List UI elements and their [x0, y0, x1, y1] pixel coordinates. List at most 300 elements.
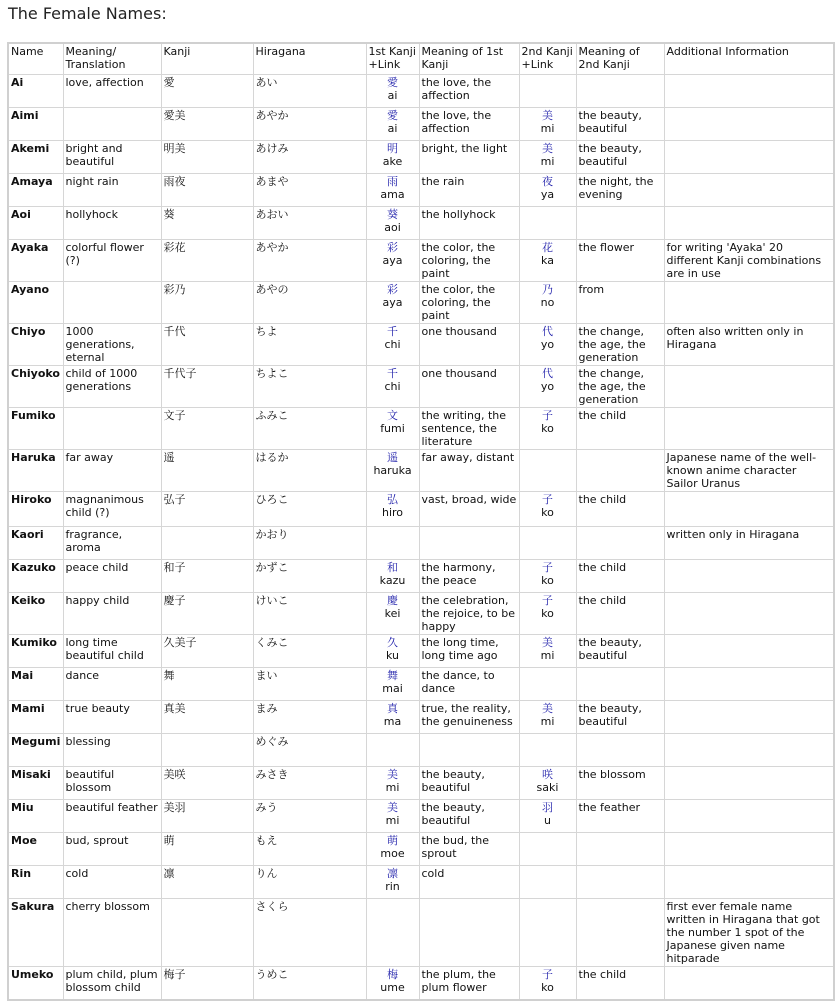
- first-meaning-cell: the long time, long time ago: [419, 635, 519, 668]
- first-kanji-cell: [366, 701, 419, 734]
- kanji-cell: 久美子: [161, 635, 253, 668]
- meaning-cell: plum child, plum blossom child: [63, 967, 161, 1000]
- meaning-cell: [63, 108, 161, 141]
- table-row: [8, 207, 834, 240]
- table-row: [8, 141, 834, 174]
- first-kanji-reading: aoi: [384, 221, 401, 234]
- second-kanji-reading: ko: [541, 607, 554, 620]
- second-kanji-cell: [519, 324, 576, 366]
- first-meaning-cell: the celebration, the rejoice, to be happy: [419, 593, 519, 635]
- second-meaning-cell: the child: [576, 408, 664, 450]
- first-kanji-reading: haruka: [373, 464, 412, 477]
- table-row: [8, 108, 834, 141]
- name-cell: Akemi: [8, 141, 63, 174]
- second-meaning-cell: the beauty, beautiful: [576, 108, 664, 141]
- name-cell: Aimi: [8, 108, 63, 141]
- additional-info-cell: [664, 207, 834, 240]
- second-meaning-cell: from: [576, 282, 664, 324]
- first-kanji-link[interactable]: 弘: [387, 493, 398, 506]
- second-kanji-reading: saki: [536, 781, 559, 794]
- meaning-cell: fragrance, aroma: [63, 527, 161, 560]
- second-kanji-cell: [519, 593, 576, 635]
- table-row: [8, 800, 834, 833]
- additional-info-cell: often also written only in Hiragana: [664, 324, 834, 366]
- kanji-cell: [161, 734, 253, 767]
- header-second-meaning: Meaning of 2nd Kanji: [576, 43, 664, 75]
- second-meaning-cell: the beauty, beautiful: [576, 141, 664, 174]
- name-cell: Chiyo: [8, 324, 63, 366]
- second-kanji-link[interactable]: 咲: [542, 768, 553, 781]
- header-first-kanji: 1st Kanji +Link: [366, 43, 419, 75]
- first-kanji-cell: [366, 668, 419, 701]
- second-kanji-link[interactable]: 子: [542, 594, 553, 607]
- table-row: [8, 635, 834, 668]
- kanji-cell: 明美: [161, 141, 253, 174]
- second-kanji-cell: [519, 141, 576, 174]
- meaning-cell: blessing: [63, 734, 161, 767]
- hiragana-cell: さくら: [253, 899, 366, 967]
- kanji-cell: 真美: [161, 701, 253, 734]
- first-kanji-link[interactable]: 美: [387, 768, 398, 781]
- additional-info-cell: [664, 282, 834, 324]
- kanji-cell: 和子: [161, 560, 253, 593]
- second-kanji-reading: ko: [541, 981, 554, 994]
- second-kanji-cell: [519, 833, 576, 866]
- first-kanji-cell: [366, 492, 419, 527]
- first-kanji-reading: kei: [384, 607, 401, 620]
- second-meaning-cell: [576, 833, 664, 866]
- kanji-cell: 千代子: [161, 366, 253, 408]
- second-kanji-link[interactable]: 代: [542, 367, 553, 380]
- first-meaning-cell: the color, the coloring, the paint: [419, 282, 519, 324]
- first-kanji-reading: aya: [382, 254, 403, 267]
- table-row: [8, 174, 834, 207]
- additional-info-cell: [664, 967, 834, 1000]
- first-kanji-reading: ku: [385, 649, 399, 662]
- name-cell: Chiyoko: [8, 366, 63, 408]
- first-kanji-link[interactable]: 文: [387, 409, 398, 422]
- name-cell: Miu: [8, 800, 63, 833]
- first-kanji-reading: kazu: [379, 574, 406, 587]
- hiragana-cell: あけみ: [253, 141, 366, 174]
- second-kanji-cell: [519, 668, 576, 701]
- meaning-cell: bud, sprout: [63, 833, 161, 866]
- additional-info-cell: [664, 701, 834, 734]
- first-meaning-cell: cold: [419, 866, 519, 899]
- second-meaning-cell: [576, 734, 664, 767]
- meaning-cell: peace child: [63, 560, 161, 593]
- second-meaning-cell: the beauty, beautiful: [576, 701, 664, 734]
- kanji-cell: 彩乃: [161, 282, 253, 324]
- second-kanji-cell: [519, 450, 576, 492]
- first-meaning-cell: the color, the coloring, the paint: [419, 240, 519, 282]
- additional-info-cell: written only in Hiragana: [664, 527, 834, 560]
- additional-info-cell: first ever female name written in Hiragana that got the number 1 spot of the Japanese given name hitparade: [664, 899, 834, 967]
- hiragana-cell: みさき: [253, 767, 366, 800]
- first-kanji-reading: mi: [385, 814, 400, 827]
- name-cell: Ayano: [8, 282, 63, 324]
- additional-info-cell: [664, 767, 834, 800]
- second-meaning-cell: [576, 207, 664, 240]
- kanji-cell: 凛: [161, 866, 253, 899]
- second-kanji-link[interactable]: 代: [542, 325, 553, 338]
- hiragana-cell: あまや: [253, 174, 366, 207]
- second-kanji-reading: ko: [541, 506, 554, 519]
- first-kanji-cell: [366, 141, 419, 174]
- kanji-cell: 慶子: [161, 593, 253, 635]
- first-kanji-reading: moe: [380, 847, 405, 860]
- second-kanji-cell: [519, 527, 576, 560]
- first-kanji-cell: [366, 207, 419, 240]
- hiragana-cell: めぐみ: [253, 734, 366, 767]
- first-kanji-link[interactable]: 慶: [387, 594, 398, 607]
- first-kanji-link[interactable]: 遥: [387, 451, 398, 464]
- first-kanji-link[interactable]: 梅: [387, 968, 398, 981]
- second-meaning-cell: [576, 527, 664, 560]
- kanji-cell: 文子: [161, 408, 253, 450]
- first-meaning-cell: vast, broad, wide: [419, 492, 519, 527]
- name-cell: Mami: [8, 701, 63, 734]
- second-kanji-reading: mi: [540, 122, 555, 135]
- hiragana-cell: うめこ: [253, 967, 366, 1000]
- second-meaning-cell: the change, the age, the generation: [576, 366, 664, 408]
- table-row: [8, 527, 834, 560]
- second-kanji-cell: [519, 899, 576, 967]
- table-row: [8, 492, 834, 527]
- second-kanji-reading: no: [540, 296, 555, 309]
- first-kanji-reading: aya: [382, 296, 403, 309]
- first-kanji-cell: [366, 75, 419, 108]
- first-kanji-reading: ai: [387, 89, 398, 102]
- name-cell: Hiroko: [8, 492, 63, 527]
- second-kanji-reading: ko: [541, 574, 554, 587]
- second-kanji-link[interactable]: 子: [542, 493, 553, 506]
- second-meaning-cell: the feather: [576, 800, 664, 833]
- additional-info-cell: [664, 408, 834, 450]
- first-meaning-cell: the rain: [419, 174, 519, 207]
- hiragana-cell: けいこ: [253, 593, 366, 635]
- second-kanji-cell: [519, 800, 576, 833]
- second-kanji-link[interactable]: 子: [542, 561, 553, 574]
- kanji-cell: 美咲: [161, 767, 253, 800]
- meaning-cell: beautiful feather: [63, 800, 161, 833]
- header-row: [8, 43, 834, 75]
- meaning-cell: colorful flower (?): [63, 240, 161, 282]
- hiragana-cell: ちよ: [253, 324, 366, 366]
- first-kanji-reading: chi: [384, 380, 401, 393]
- first-kanji-reading: rin: [385, 880, 400, 893]
- additional-info-cell: [664, 668, 834, 701]
- first-kanji-reading: ai: [387, 122, 398, 135]
- name-cell: Kumiko: [8, 635, 63, 668]
- second-kanji-cell: [519, 866, 576, 899]
- meaning-cell: magnanimous child (?): [63, 492, 161, 527]
- second-kanji-link[interactable]: 乃: [542, 283, 553, 296]
- hiragana-cell: あい: [253, 75, 366, 108]
- name-cell: Ai: [8, 75, 63, 108]
- hiragana-cell: はるか: [253, 450, 366, 492]
- first-kanji-link[interactable]: 美: [387, 801, 398, 814]
- additional-info-cell: [664, 800, 834, 833]
- kanji-cell: 彩花: [161, 240, 253, 282]
- first-kanji-link[interactable]: 愛: [387, 76, 398, 89]
- hiragana-cell: あやの: [253, 282, 366, 324]
- second-meaning-cell: the child: [576, 967, 664, 1000]
- kanji-cell: 萌: [161, 833, 253, 866]
- second-kanji-cell: [519, 767, 576, 800]
- second-kanji-cell: [519, 967, 576, 1000]
- first-kanji-cell: [366, 240, 419, 282]
- second-kanji-cell: [519, 174, 576, 207]
- additional-info-cell: Japanese name of the well-known anime character Sailor Uranus: [664, 450, 834, 492]
- first-meaning-cell: the dance, to dance: [419, 668, 519, 701]
- second-kanji-reading: ya: [540, 188, 555, 201]
- meaning-cell: love, affection: [63, 75, 161, 108]
- second-kanji-link[interactable]: 夜: [542, 175, 553, 188]
- first-kanji-cell: [366, 560, 419, 593]
- hiragana-cell: くみこ: [253, 635, 366, 668]
- name-cell: Mai: [8, 668, 63, 701]
- meaning-cell: long time beautiful child: [63, 635, 161, 668]
- name-cell: Misaki: [8, 767, 63, 800]
- second-kanji-reading: mi: [540, 649, 555, 662]
- table-row: [8, 967, 834, 1000]
- first-kanji-reading: fumi: [380, 422, 405, 435]
- second-kanji-link[interactable]: 羽: [542, 801, 553, 814]
- meaning-cell: child of 1000 generations: [63, 366, 161, 408]
- hiragana-cell: あおい: [253, 207, 366, 240]
- second-kanji-reading: yo: [540, 338, 555, 351]
- first-kanji-cell: [366, 366, 419, 408]
- table-row: [8, 324, 834, 366]
- additional-info-cell: [664, 866, 834, 899]
- additional-info-cell: [664, 141, 834, 174]
- first-kanji-link[interactable]: 萌: [387, 834, 398, 847]
- name-cell: Amaya: [8, 174, 63, 207]
- first-kanji-cell: [366, 108, 419, 141]
- second-meaning-cell: [576, 450, 664, 492]
- first-kanji-reading: ume: [380, 981, 405, 994]
- first-meaning-cell: one thousand: [419, 324, 519, 366]
- first-kanji-cell: [366, 282, 419, 324]
- first-meaning-cell: the plum, the plum flower: [419, 967, 519, 1000]
- second-meaning-cell: the change, the age, the generation: [576, 324, 664, 366]
- additional-info-cell: [664, 492, 834, 527]
- second-kanji-reading: ka: [541, 254, 554, 267]
- second-kanji-cell: [519, 207, 576, 240]
- second-kanji-link[interactable]: 美: [542, 109, 553, 122]
- first-kanji-link[interactable]: 舞: [387, 669, 398, 682]
- meaning-cell: dance: [63, 668, 161, 701]
- second-kanji-cell: [519, 366, 576, 408]
- second-kanji-link[interactable]: 子: [542, 409, 553, 422]
- name-cell: Fumiko: [8, 408, 63, 450]
- second-meaning-cell: the flower: [576, 240, 664, 282]
- kanji-cell: 葵: [161, 207, 253, 240]
- second-meaning-cell: [576, 668, 664, 701]
- additional-info-cell: [664, 560, 834, 593]
- first-kanji-link[interactable]: 彩: [387, 241, 398, 254]
- header-additional-info: Additional Information: [664, 43, 834, 75]
- kanji-cell: [161, 899, 253, 967]
- name-cell: Ayaka: [8, 240, 63, 282]
- kanji-cell: 雨夜: [161, 174, 253, 207]
- kanji-cell: 弘子: [161, 492, 253, 527]
- meaning-cell: beautiful blossom: [63, 767, 161, 800]
- first-meaning-cell: the writing, the sentence, the literature: [419, 408, 519, 450]
- first-kanji-link[interactable]: 久: [387, 636, 398, 649]
- table-row: [8, 366, 834, 408]
- second-kanji-cell: [519, 560, 576, 593]
- name-cell: Kazuko: [8, 560, 63, 593]
- name-cell: Moe: [8, 833, 63, 866]
- name-cell: Aoi: [8, 207, 63, 240]
- first-kanji-reading: ma: [383, 715, 402, 728]
- second-kanji-cell: [519, 408, 576, 450]
- hiragana-cell: あやか: [253, 108, 366, 141]
- second-kanji-reading: u: [544, 814, 551, 827]
- header-hiragana: Hiragana: [253, 43, 366, 75]
- first-kanji-link[interactable]: 千: [387, 325, 398, 338]
- additional-info-cell: [664, 108, 834, 141]
- first-kanji-cell: [366, 899, 419, 967]
- header-first-meaning: Meaning of 1st Kanji: [419, 43, 519, 75]
- first-kanji-link[interactable]: 千: [387, 367, 398, 380]
- meaning-cell: night rain: [63, 174, 161, 207]
- first-kanji-link[interactable]: 愛: [387, 109, 398, 122]
- first-meaning-cell: [419, 734, 519, 767]
- hiragana-cell: ふみこ: [253, 408, 366, 450]
- table-row: [8, 560, 834, 593]
- first-meaning-cell: [419, 527, 519, 560]
- first-kanji-cell: [366, 593, 419, 635]
- first-kanji-link[interactable]: 彩: [387, 283, 398, 296]
- second-kanji-cell: [519, 75, 576, 108]
- second-kanji-link[interactable]: 子: [542, 968, 553, 981]
- first-meaning-cell: the love, the affection: [419, 108, 519, 141]
- meaning-cell: bright and beautiful: [63, 141, 161, 174]
- name-cell: Sakura: [8, 899, 63, 967]
- second-kanji-link[interactable]: 花: [542, 241, 553, 254]
- second-meaning-cell: the child: [576, 560, 664, 593]
- second-meaning-cell: the beauty, beautiful: [576, 635, 664, 668]
- name-cell: Umeko: [8, 967, 63, 1000]
- first-kanji-link[interactable]: 凛: [387, 867, 398, 880]
- first-kanji-cell: [366, 967, 419, 1000]
- first-kanji-cell: [366, 866, 419, 899]
- second-kanji-reading: yo: [540, 380, 555, 393]
- names-table: [7, 42, 835, 1001]
- first-kanji-reading: mi: [385, 781, 400, 794]
- kanji-cell: 舞: [161, 668, 253, 701]
- first-kanji-link[interactable]: 雨: [387, 175, 398, 188]
- first-kanji-reading: hiro: [381, 506, 404, 519]
- first-meaning-cell: the bud, the sprout: [419, 833, 519, 866]
- first-kanji-reading: ama: [380, 188, 405, 201]
- table-row: [8, 866, 834, 899]
- first-kanji-cell: [366, 450, 419, 492]
- second-meaning-cell: the child: [576, 492, 664, 527]
- hiragana-cell: りん: [253, 866, 366, 899]
- first-meaning-cell: [419, 899, 519, 967]
- kanji-cell: 愛美: [161, 108, 253, 141]
- table-row: [8, 899, 834, 967]
- additional-info-cell: [664, 734, 834, 767]
- second-kanji-link[interactable]: 美: [542, 636, 553, 649]
- first-kanji-cell: [366, 734, 419, 767]
- meaning-cell: 1000 generations, eternal: [63, 324, 161, 366]
- header-second-kanji: 2nd Kanji +Link: [519, 43, 576, 75]
- first-kanji-link[interactable]: 和: [387, 561, 398, 574]
- first-kanji-reading: mai: [382, 682, 403, 695]
- first-meaning-cell: one thousand: [419, 366, 519, 408]
- kanji-cell: [161, 527, 253, 560]
- additional-info-cell: [664, 635, 834, 668]
- meaning-cell: [63, 408, 161, 450]
- second-kanji-reading: mi: [540, 155, 555, 168]
- first-kanji-cell: [366, 527, 419, 560]
- first-kanji-reading: chi: [384, 338, 401, 351]
- hiragana-cell: もえ: [253, 833, 366, 866]
- hiragana-cell: まみ: [253, 701, 366, 734]
- meaning-cell: cold: [63, 866, 161, 899]
- name-cell: Rin: [8, 866, 63, 899]
- first-kanji-link[interactable]: 葵: [387, 208, 398, 221]
- first-kanji-reading: ake: [382, 155, 403, 168]
- first-kanji-cell: [366, 174, 419, 207]
- table-row: [8, 701, 834, 734]
- additional-info-cell: [664, 593, 834, 635]
- first-meaning-cell: the beauty, beautiful: [419, 767, 519, 800]
- page-title: The Female Names:: [8, 4, 167, 23]
- second-meaning-cell: [576, 75, 664, 108]
- additional-info-cell: [664, 833, 834, 866]
- table-row: [8, 593, 834, 635]
- first-kanji-link[interactable]: 明: [387, 142, 398, 155]
- second-kanji-cell: [519, 240, 576, 282]
- header-kanji: Kanji: [161, 43, 253, 75]
- meaning-cell: cherry blossom: [63, 899, 161, 967]
- table-row: [8, 450, 834, 492]
- second-meaning-cell: the blossom: [576, 767, 664, 800]
- first-kanji-link[interactable]: 真: [387, 702, 398, 715]
- second-kanji-reading: ko: [541, 422, 554, 435]
- kanji-cell: 千代: [161, 324, 253, 366]
- second-kanji-link[interactable]: 美: [542, 142, 553, 155]
- table-row: [8, 734, 834, 767]
- table-row: [8, 408, 834, 450]
- first-meaning-cell: the beauty, beautiful: [419, 800, 519, 833]
- first-kanji-cell: [366, 635, 419, 668]
- additional-info-cell: [664, 75, 834, 108]
- second-kanji-link[interactable]: 美: [542, 702, 553, 715]
- second-meaning-cell: the night, the evening: [576, 174, 664, 207]
- second-kanji-cell: [519, 701, 576, 734]
- first-kanji-cell: [366, 324, 419, 366]
- table-row: [8, 833, 834, 866]
- hiragana-cell: かずこ: [253, 560, 366, 593]
- first-meaning-cell: the harmony, the peace: [419, 560, 519, 593]
- first-meaning-cell: far away, distant: [419, 450, 519, 492]
- kanji-cell: 梅子: [161, 967, 253, 1000]
- table-row: [8, 767, 834, 800]
- meaning-cell: true beauty: [63, 701, 161, 734]
- meaning-cell: far away: [63, 450, 161, 492]
- second-kanji-cell: [519, 635, 576, 668]
- second-meaning-cell: [576, 899, 664, 967]
- meaning-cell: hollyhock: [63, 207, 161, 240]
- second-kanji-cell: [519, 108, 576, 141]
